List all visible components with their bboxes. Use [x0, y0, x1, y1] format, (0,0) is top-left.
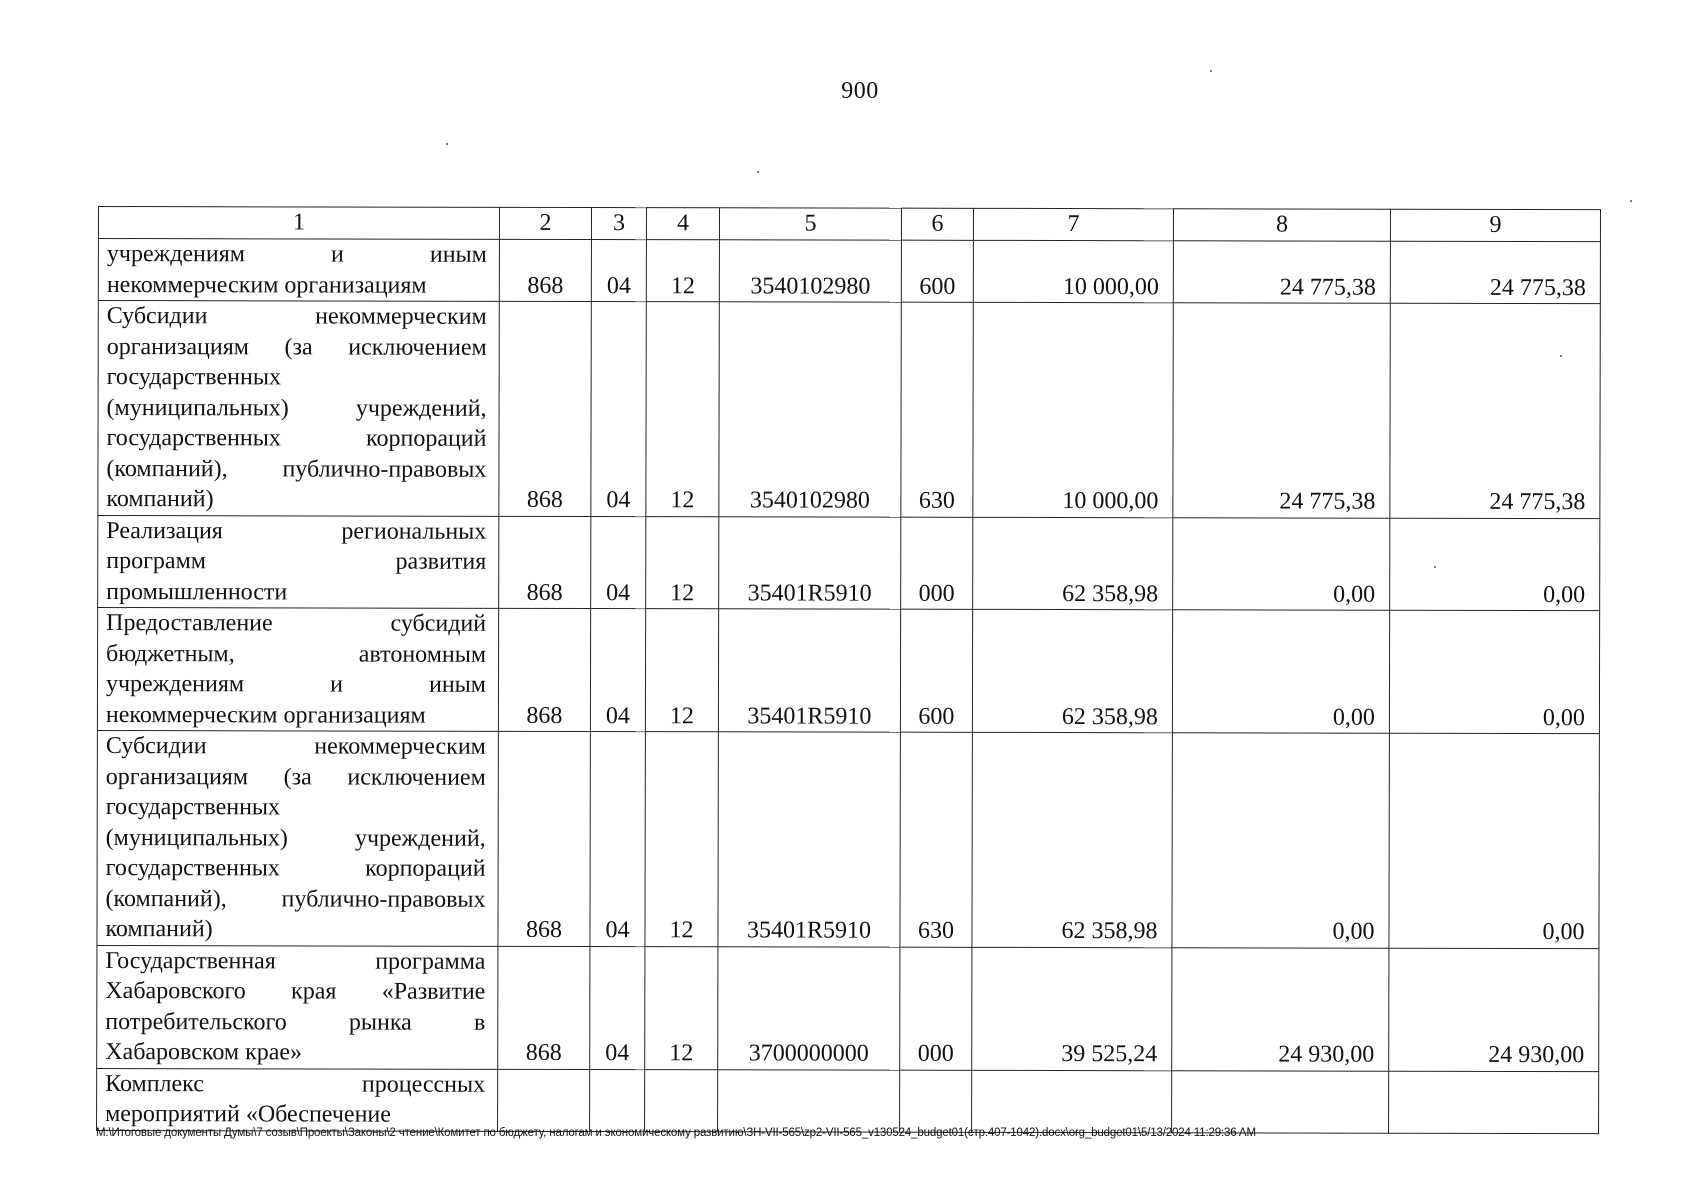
row-name-cell: [98, 515, 499, 608]
ministry-code-cell: 868: [499, 301, 591, 516]
amount-col7-cell: 39 525,24: [972, 947, 1172, 1070]
section-code-cell: 04: [590, 609, 645, 732]
amount-col7-cell: [972, 1070, 1172, 1132]
row-name-line: мероприятий «Обеспечение: [105, 1101, 391, 1128]
section-code-cell: 04: [591, 516, 646, 609]
scan-speck: [1434, 566, 1436, 568]
column-header-3: 3: [591, 208, 646, 240]
table-row: [97, 608, 1599, 734]
row-name-line: (муниципальных) учреждений,: [106, 394, 487, 422]
row-name-line: компаний): [105, 916, 213, 943]
row-name-line: Субсидии некоммерческим: [105, 733, 486, 760]
amount-col8-cell: [1172, 1070, 1389, 1132]
row-name-cell: [97, 730, 498, 945]
expense-type-cell: [900, 1070, 972, 1132]
subsection-code-cell: 12: [646, 302, 719, 517]
subsection-code-cell: 12: [646, 240, 719, 302]
column-header-2: 2: [499, 207, 591, 239]
scan-speck: [1210, 70, 1212, 72]
column-header-9: 9: [1390, 209, 1600, 241]
amount-col7-cell: 62 358,98: [973, 517, 1173, 610]
ministry-code-cell: 868: [499, 516, 591, 609]
row-name-line: организациям (за исключением: [105, 763, 486, 791]
row-name-line: государственных корпораций: [105, 855, 486, 882]
column-header-6: 6: [901, 208, 973, 240]
amount-col8-cell: 24 930,00: [1172, 947, 1389, 1070]
expense-type-cell: 600: [901, 240, 973, 302]
row-name-line: Хабаровском крае»: [105, 1039, 303, 1066]
table-row: [97, 730, 1599, 948]
budget-table: [96, 206, 1601, 1134]
target-article-cell: 3540102980: [719, 240, 901, 302]
row-name-line: Реализация региональных: [106, 517, 487, 545]
amount-col7-cell: 10 000,00: [973, 302, 1173, 517]
row-name-line: компаний): [106, 486, 214, 513]
row-name-line: организациям (за исключением: [106, 333, 487, 361]
amount-col9-cell: 24 775,38: [1390, 303, 1600, 518]
row-name-line: программ развития: [106, 548, 487, 575]
row-name-line: Субсидии некоммерческим: [106, 303, 487, 330]
subsection-code-cell: 12: [645, 609, 718, 732]
scan-speck: [1630, 200, 1632, 202]
amount-col9-cell: [1389, 1071, 1599, 1133]
target-article-cell: 35401R5910: [719, 516, 901, 609]
table-header: [98, 207, 1600, 242]
target-article-cell: 3540102980: [719, 302, 901, 517]
row-name-line: государственных: [105, 794, 281, 821]
amount-col7-cell: 10 000,00: [973, 240, 1173, 302]
ministry-code-cell: 868: [498, 946, 590, 1069]
column-header-8: 8: [1173, 209, 1390, 241]
section-code-cell: 04: [590, 732, 645, 947]
column-header-1: 1: [98, 207, 499, 240]
table-row: [98, 301, 1600, 519]
row-name-line: Государственная программа: [105, 947, 486, 975]
expense-type-cell: 600: [900, 609, 972, 732]
expense-type-cell: 000: [900, 947, 972, 1070]
amount-col7-cell: 62 358,98: [972, 732, 1172, 947]
subsection-code-cell: [645, 1069, 718, 1131]
expense-type-cell: 630: [900, 732, 972, 947]
target-article-cell: 35401R5910: [718, 732, 900, 947]
footer-file-path: M:\Итоговые документы Думы\7 созыв\Проекты\Законы\2 чтение\Комитет по бюджету, налогам и экономическому развитию\ЗН-VII-565\zp2-VII-565_v130524_budget01(стр.407-1042).docx\org_budget01\5/13/2024 11:29:36 AM: [96, 1127, 1256, 1139]
amount-col9-cell: 24 930,00: [1389, 948, 1599, 1071]
table-row: [97, 1068, 1599, 1133]
ministry-code-cell: 868: [498, 731, 590, 946]
subsection-code-cell: 12: [646, 516, 719, 609]
table-body: [97, 239, 1601, 1134]
ministry-code-cell: [498, 1069, 590, 1131]
row-name-line: некоммерческим организациям: [106, 271, 427, 299]
row-name-cell: [97, 945, 498, 1069]
row-name-line: учреждениям и иным: [106, 241, 487, 268]
row-name-line: Комплекс процессных: [105, 1070, 486, 1098]
amount-col8-cell: 24 775,38: [1173, 303, 1390, 518]
row-name-line: (компаний), публично-правовых: [106, 455, 487, 483]
expense-type-cell: 000: [901, 517, 973, 610]
section-code-cell: 04: [591, 302, 646, 517]
column-header-4: 4: [646, 208, 719, 240]
row-name-line: промышленности: [106, 578, 288, 605]
amount-col9-cell: 24 775,38: [1390, 241, 1600, 303]
target-article-cell: [718, 1069, 900, 1131]
section-code-cell: [590, 1069, 645, 1131]
row-name-cell: [98, 239, 499, 302]
expense-type-cell: 630: [901, 302, 973, 517]
amount-col8-cell: 0,00: [1172, 733, 1389, 948]
scan-speck: [1560, 355, 1562, 357]
table-row: [97, 945, 1599, 1071]
scan-speck: [757, 171, 759, 173]
column-header-7: 7: [973, 208, 1173, 240]
row-name-cell: [97, 608, 498, 732]
subsection-code-cell: 12: [645, 946, 718, 1069]
row-name-line: потребительского рынка в: [105, 1008, 486, 1036]
section-code-cell: 04: [591, 240, 646, 302]
amount-col7-cell: 62 358,98: [972, 609, 1172, 732]
target-article-cell: 35401R5910: [718, 609, 900, 732]
page-number: 900: [841, 78, 879, 104]
row-name-line: Хабаровского края «Развитие: [105, 978, 486, 1005]
section-code-cell: 04: [590, 946, 645, 1069]
row-name-line: бюджетным, автономным: [106, 640, 487, 668]
header-row: [98, 207, 1600, 242]
amount-col8-cell: 0,00: [1172, 610, 1389, 733]
row-name-line: Предоставление субсидий: [106, 610, 487, 637]
target-article-cell: 3700000000: [718, 946, 900, 1069]
row-name-cell: [98, 301, 499, 516]
amount-col8-cell: 24 775,38: [1173, 241, 1390, 303]
table-row: [98, 515, 1600, 611]
amount-col9-cell: 0,00: [1389, 610, 1599, 733]
scan-speck: [446, 143, 448, 145]
row-name-cell: [97, 1068, 498, 1131]
ministry-code-cell: 868: [498, 608, 590, 731]
table-row: [98, 239, 1600, 304]
row-name-line: (муниципальных) учреждений,: [105, 824, 486, 852]
row-name-line: некоммерческим организациям: [105, 701, 426, 729]
column-header-5: 5: [719, 208, 901, 240]
ministry-code-cell: 868: [499, 239, 591, 301]
amount-col8-cell: 0,00: [1173, 517, 1390, 610]
amount-col9-cell: 0,00: [1389, 733, 1599, 948]
subsection-code-cell: 12: [645, 732, 718, 947]
row-name-line: учреждениям и иным: [105, 671, 487, 698]
row-name-line: (компаний), публично-правовых: [105, 885, 486, 913]
amount-col9-cell: 0,00: [1390, 518, 1600, 611]
row-name-line: государственных: [106, 364, 281, 391]
row-name-line: государственных корпораций: [106, 425, 487, 452]
